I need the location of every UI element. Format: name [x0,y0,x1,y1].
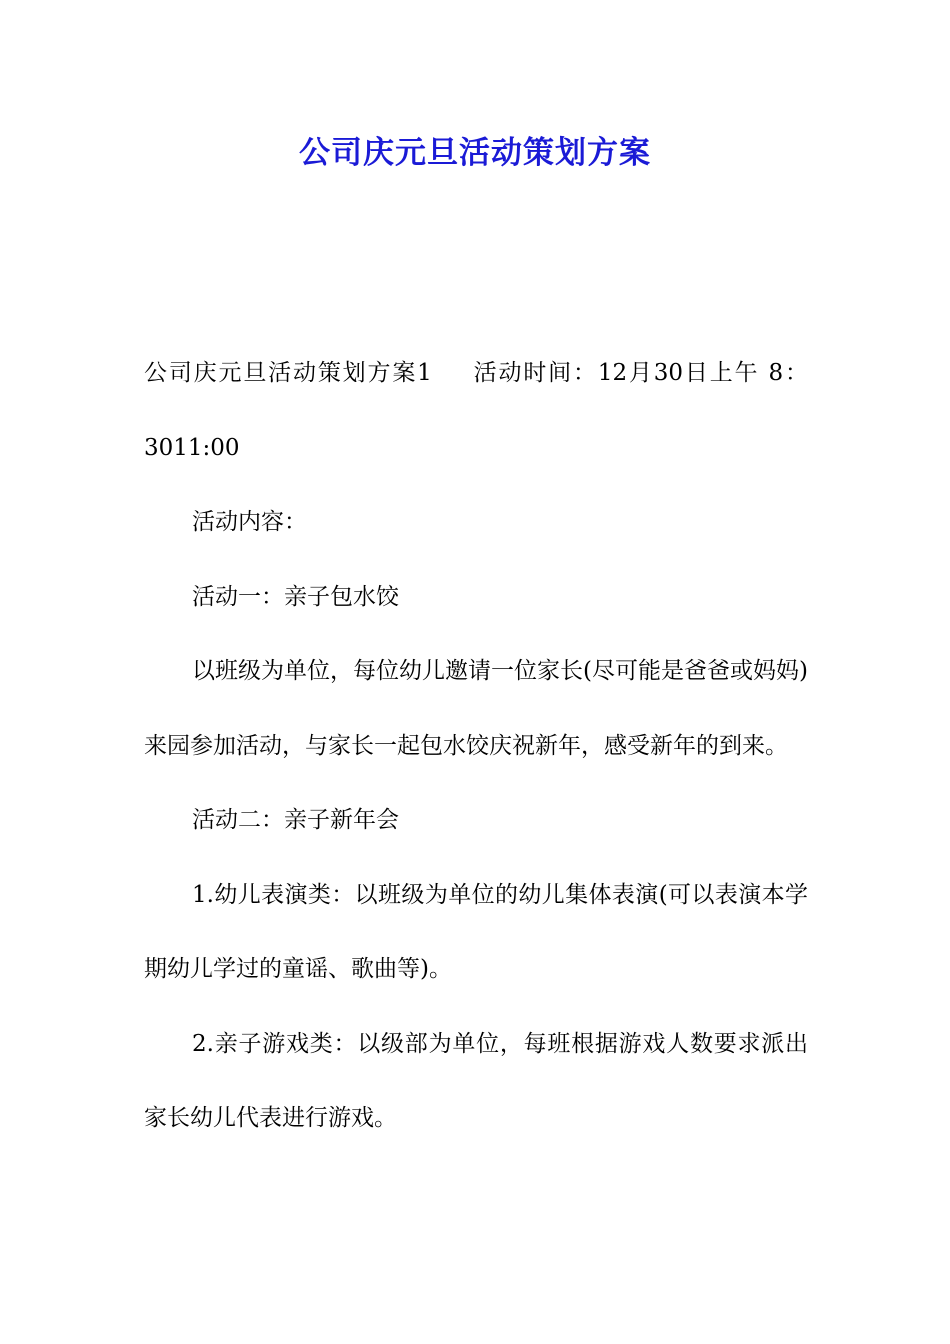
paragraph-performance: 1.幼儿表演类：以班级为单位的幼儿集体表演(可以表演本学期幼儿学过的童谣、歌曲等)。 [144,881,808,982]
document-title: 公司庆元旦活动策划方案 [299,135,651,171]
activity-time-text: 活动时间：12月30日上午 8：3011:00 [144,360,808,461]
document-body [144,336,808,1156]
paragraph-activity-two-title: 活动二：亲子新年会 [192,807,399,833]
paragraph-activity-one-title: 活动一：亲子包水饺 [192,583,399,610]
plan-heading-text: 公司庆元旦活动策划方案1 [144,360,432,386]
paragraph-activity-one-body: 以班级为单位，每位幼儿邀请一位家长(尽可能是爸爸或妈妈)来园参加活动，与家长一起包水饺庆祝新年，感受新年的到来。 [144,658,808,759]
paragraph-activity-content: 活动内容： [192,509,307,535]
paragraph-intro [144,336,808,485]
paragraph-games: 2.亲子游戏类：以级部为单位，每班根据游戏人数要求派出家长幼儿代表进行游戏。 [144,1030,808,1131]
